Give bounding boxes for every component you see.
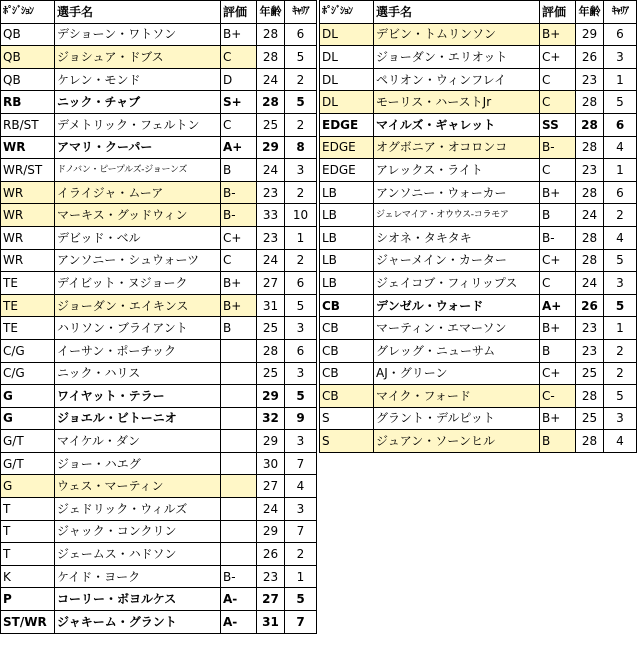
player-position: WR — [1, 136, 55, 159]
player-age: 23 — [576, 68, 604, 91]
player-position: CB — [320, 362, 374, 385]
player-position: QB — [1, 46, 55, 69]
player-career: 5 — [604, 249, 637, 272]
player-career: 6 — [285, 23, 317, 46]
player-name: ジョエル・ビトーニオ — [55, 407, 221, 430]
player-grade: SS — [540, 113, 576, 136]
player-grade: A- — [221, 588, 257, 611]
player-name: デメトリック・フェルトン — [55, 113, 221, 136]
player-name: アンソニー・ウォーカー — [374, 181, 540, 204]
player-grade: C- — [540, 385, 576, 408]
player-career: 4 — [285, 475, 317, 498]
player-row — [320, 339, 637, 362]
player-age: 26 — [576, 46, 604, 69]
player-position: EDGE — [320, 113, 374, 136]
player-row — [320, 294, 637, 317]
player-career: 3 — [285, 317, 317, 340]
player-age: 28 — [576, 181, 604, 204]
player-name: シオネ・タキタキ — [374, 226, 540, 249]
player-row — [1, 204, 317, 227]
player-row — [320, 226, 637, 249]
player-name: イーサン・ポーチック — [55, 339, 221, 362]
player-row — [1, 91, 317, 114]
player-position: S — [320, 430, 374, 453]
player-position: DL — [320, 91, 374, 114]
player-grade: B- — [540, 136, 576, 159]
player-age: 25 — [257, 113, 285, 136]
player-grade: C — [221, 113, 257, 136]
player-age: 23 — [576, 159, 604, 182]
player-row — [320, 136, 637, 159]
player-name: イライジャ・ムーア — [55, 181, 221, 204]
player-grade: C — [221, 249, 257, 272]
player-row — [1, 68, 317, 91]
player-position: EDGE — [320, 136, 374, 159]
player-grade — [221, 543, 257, 566]
player-position: ST/WR — [1, 611, 55, 634]
player-name: ジャック・コンクリン — [55, 520, 221, 543]
player-grade: B+ — [540, 181, 576, 204]
player-row — [1, 136, 317, 159]
player-age: 25 — [257, 362, 285, 385]
player-career: 2 — [604, 204, 637, 227]
player-position: WR — [1, 204, 55, 227]
player-position: RB/ST — [1, 113, 55, 136]
player-age: 28 — [257, 339, 285, 362]
player-grade — [221, 407, 257, 430]
player-position: LB — [320, 272, 374, 295]
player-age: 31 — [257, 294, 285, 317]
player-position: QB — [1, 23, 55, 46]
player-career: 9 — [285, 407, 317, 430]
player-career: 5 — [285, 46, 317, 69]
player-career: 8 — [285, 136, 317, 159]
player-age: 28 — [576, 136, 604, 159]
player-row — [1, 430, 317, 453]
player-row — [1, 611, 317, 634]
player-name: デビッド・ベル — [55, 226, 221, 249]
header-name: 選手名 — [374, 1, 540, 24]
player-grade: B — [540, 430, 576, 453]
player-grade — [221, 385, 257, 408]
player-position: T — [1, 543, 55, 566]
player-career: 3 — [285, 362, 317, 385]
player-grade: C+ — [540, 46, 576, 69]
player-age: 25 — [576, 407, 604, 430]
player-career: 1 — [285, 226, 317, 249]
player-row — [1, 249, 317, 272]
player-row — [320, 113, 637, 136]
left-roster-table — [0, 0, 317, 634]
player-row — [1, 452, 317, 475]
player-grade: C — [540, 91, 576, 114]
player-row — [1, 385, 317, 408]
player-age: 24 — [576, 272, 604, 295]
player-career: 1 — [285, 565, 317, 588]
player-grade: S+ — [221, 91, 257, 114]
player-row — [320, 159, 637, 182]
player-grade: B- — [540, 226, 576, 249]
player-row — [1, 23, 317, 46]
player-name: グラント・デルピット — [374, 407, 540, 430]
player-career: 5 — [604, 91, 637, 114]
player-career: 4 — [604, 226, 637, 249]
player-position: LB — [320, 204, 374, 227]
player-position: CB — [320, 317, 374, 340]
player-row — [1, 588, 317, 611]
player-career: 2 — [285, 543, 317, 566]
player-position: G/T — [1, 430, 55, 453]
player-position: G — [1, 475, 55, 498]
player-career: 5 — [285, 385, 317, 408]
player-name: AJ・グリーン — [374, 362, 540, 385]
player-name: ケレン・モンド — [55, 68, 221, 91]
player-grade: B- — [221, 204, 257, 227]
player-age: 23 — [576, 317, 604, 340]
player-name: ケイド・ヨーク — [55, 565, 221, 588]
player-row — [1, 475, 317, 498]
player-age: 24 — [257, 68, 285, 91]
player-name: ニック・チャブ — [55, 91, 221, 114]
player-name: ジャーメイン・カーター — [374, 249, 540, 272]
player-name: ジェイコブ・フィリップス — [374, 272, 540, 295]
player-grade: B — [221, 317, 257, 340]
player-position: WR — [1, 181, 55, 204]
player-age: 28 — [576, 385, 604, 408]
player-grade: A+ — [221, 136, 257, 159]
player-position: CB — [320, 294, 374, 317]
player-age: 23 — [576, 339, 604, 362]
header-grade: 評価 — [540, 1, 576, 24]
player-name: デビン・トムリンソン — [374, 23, 540, 46]
player-career: 7 — [285, 452, 317, 475]
player-row — [1, 272, 317, 295]
player-position: LB — [320, 249, 374, 272]
player-career: 3 — [604, 407, 637, 430]
player-row — [320, 204, 637, 227]
player-row — [1, 226, 317, 249]
player-age: 24 — [576, 204, 604, 227]
player-row — [1, 317, 317, 340]
player-grade: B+ — [221, 23, 257, 46]
player-grade — [221, 362, 257, 385]
player-grade: B+ — [540, 407, 576, 430]
player-row — [1, 181, 317, 204]
player-age: 28 — [257, 91, 285, 114]
player-career: 3 — [285, 159, 317, 182]
player-career: 6 — [604, 23, 637, 46]
player-age: 29 — [257, 385, 285, 408]
player-age: 27 — [257, 475, 285, 498]
header-career: ｷｬﾘｱ — [604, 1, 637, 24]
header-age: 年齢 — [576, 1, 604, 24]
player-career: 1 — [604, 317, 637, 340]
header-career: ｷｬﾘｱ — [285, 1, 317, 24]
player-position: G/T — [1, 452, 55, 475]
player-name: ジャキーム・グラント — [55, 611, 221, 634]
player-age: 28 — [257, 23, 285, 46]
player-career: 6 — [285, 272, 317, 295]
player-age: 28 — [257, 46, 285, 69]
player-age: 24 — [257, 249, 285, 272]
player-career: 2 — [285, 113, 317, 136]
player-age: 24 — [257, 159, 285, 182]
player-position: CB — [320, 385, 374, 408]
header-age: 年齢 — [257, 1, 285, 24]
player-row — [320, 181, 637, 204]
player-grade: A- — [221, 611, 257, 634]
player-name: デイビット・ヌジョーク — [55, 272, 221, 295]
player-grade — [221, 339, 257, 362]
player-name: ハリソン・ブライアント — [55, 317, 221, 340]
player-grade: B+ — [540, 317, 576, 340]
player-age: 23 — [257, 565, 285, 588]
player-grade — [221, 475, 257, 498]
player-name: ジョーダン・エリオット — [374, 46, 540, 69]
player-age: 26 — [576, 294, 604, 317]
player-name: マーキス・グッドウィン — [55, 204, 221, 227]
player-career: 2 — [285, 249, 317, 272]
player-grade — [221, 498, 257, 521]
player-name: ペリオン・ウィンフレイ — [374, 68, 540, 91]
player-grade: C — [221, 46, 257, 69]
player-row — [320, 23, 637, 46]
player-position: WR — [1, 226, 55, 249]
player-position: LB — [320, 181, 374, 204]
player-age: 24 — [257, 498, 285, 521]
player-name: マイルズ・ギャレット — [374, 113, 540, 136]
player-name: マイク・フォード — [374, 385, 540, 408]
player-position: T — [1, 498, 55, 521]
player-grade: C+ — [221, 226, 257, 249]
player-row — [1, 565, 317, 588]
player-career: 1 — [604, 68, 637, 91]
player-age: 25 — [576, 362, 604, 385]
player-age: 28 — [576, 249, 604, 272]
player-row — [320, 362, 637, 385]
player-name: デショーン・ワトソン — [55, 23, 221, 46]
player-name: マイケル・ダン — [55, 430, 221, 453]
player-age: 27 — [257, 272, 285, 295]
player-grade — [221, 430, 257, 453]
player-position: T — [1, 520, 55, 543]
player-age: 33 — [257, 204, 285, 227]
player-grade: B- — [221, 565, 257, 588]
player-name: グレッグ・ニューサム — [374, 339, 540, 362]
player-position: TE — [1, 294, 55, 317]
player-position: RB — [1, 91, 55, 114]
player-position: G — [1, 407, 55, 430]
player-career: 5 — [285, 294, 317, 317]
player-age: 28 — [576, 113, 604, 136]
header-position: ﾎﾟｼﾞｼｮﾝ — [1, 1, 55, 24]
player-grade: C — [540, 272, 576, 295]
player-position: LB — [320, 226, 374, 249]
player-position: CB — [320, 339, 374, 362]
player-age: 28 — [576, 91, 604, 114]
player-age: 28 — [576, 430, 604, 453]
player-name: ドノバン・ピープルズ-ジョーンズ — [55, 159, 221, 182]
player-row — [1, 407, 317, 430]
player-position: G — [1, 385, 55, 408]
player-row — [320, 407, 637, 430]
player-grade: B+ — [540, 23, 576, 46]
player-age: 29 — [257, 430, 285, 453]
player-grade: D — [221, 68, 257, 91]
player-career: 4 — [604, 136, 637, 159]
player-position: P — [1, 588, 55, 611]
player-name: デンゼル・ウォード — [374, 294, 540, 317]
player-name: アレックス・ライト — [374, 159, 540, 182]
player-position: DL — [320, 68, 374, 91]
player-grade: B — [540, 339, 576, 362]
player-row — [320, 430, 637, 453]
player-position: TE — [1, 317, 55, 340]
player-grade: A+ — [540, 294, 576, 317]
player-age: 29 — [257, 136, 285, 159]
player-grade: B+ — [221, 272, 257, 295]
header-grade: 評価 — [221, 1, 257, 24]
player-age: 32 — [257, 407, 285, 430]
player-age: 29 — [257, 520, 285, 543]
player-row — [320, 46, 637, 69]
left-header-row — [1, 1, 317, 24]
player-career: 2 — [604, 362, 637, 385]
player-position: QB — [1, 68, 55, 91]
player-career: 2 — [285, 68, 317, 91]
player-name: マーティン・エマーソン — [374, 317, 540, 340]
player-career: 5 — [285, 91, 317, 114]
player-age: 31 — [257, 611, 285, 634]
player-position: EDGE — [320, 159, 374, 182]
player-grade: B+ — [221, 294, 257, 317]
player-career: 7 — [285, 611, 317, 634]
player-position: WR/ST — [1, 159, 55, 182]
player-row — [320, 272, 637, 295]
player-name: ジェームス・ハドソン — [55, 543, 221, 566]
player-name: ニック・ハリス — [55, 362, 221, 385]
player-career: 5 — [604, 385, 637, 408]
player-name: ジェレマイア・オウウス-コラモア — [374, 204, 540, 227]
player-name: ジェドリック・ウィルズ — [55, 498, 221, 521]
player-name: コーリー・ボヨルケス — [55, 588, 221, 611]
player-career: 1 — [604, 159, 637, 182]
player-grade — [221, 452, 257, 475]
player-name: オグボニア・オコロンコ — [374, 136, 540, 159]
player-career: 5 — [604, 294, 637, 317]
player-career: 4 — [604, 430, 637, 453]
player-career: 3 — [604, 46, 637, 69]
player-grade: C — [540, 68, 576, 91]
player-grade — [221, 520, 257, 543]
player-name: ワイヤット・テラー — [55, 385, 221, 408]
player-row — [320, 249, 637, 272]
player-career: 6 — [604, 113, 637, 136]
player-name: ジュアン・ソーンヒル — [374, 430, 540, 453]
player-position: S — [320, 407, 374, 430]
player-name: ジョシュア・ドブス — [55, 46, 221, 69]
player-position: WR — [1, 249, 55, 272]
player-row — [320, 91, 637, 114]
player-row — [1, 543, 317, 566]
player-row — [1, 46, 317, 69]
player-row — [320, 68, 637, 91]
player-name: アマリ・クーパー — [55, 136, 221, 159]
player-grade: C — [540, 159, 576, 182]
player-grade: B — [221, 159, 257, 182]
player-age: 28 — [576, 226, 604, 249]
player-name: ジョー・ハエグ — [55, 452, 221, 475]
player-position: DL — [320, 23, 374, 46]
right-roster-table — [319, 0, 637, 453]
player-row — [1, 362, 317, 385]
player-row — [320, 317, 637, 340]
player-name: アンソニー・シュウォーツ — [55, 249, 221, 272]
player-age: 30 — [257, 452, 285, 475]
player-career: 3 — [285, 430, 317, 453]
player-age: 23 — [257, 181, 285, 204]
player-age: 27 — [257, 588, 285, 611]
header-name: 選手名 — [55, 1, 221, 24]
player-row — [1, 113, 317, 136]
player-age: 26 — [257, 543, 285, 566]
player-name: モーリス・ハーストJr — [374, 91, 540, 114]
player-name: ウェス・マーティン — [55, 475, 221, 498]
player-row — [320, 385, 637, 408]
player-career: 3 — [285, 498, 317, 521]
player-row — [1, 498, 317, 521]
player-row — [1, 339, 317, 362]
player-name: ジョーダン・エイキンス — [55, 294, 221, 317]
player-row — [1, 294, 317, 317]
player-career: 5 — [285, 588, 317, 611]
player-position: K — [1, 565, 55, 588]
player-career: 6 — [604, 181, 637, 204]
header-position: ﾎﾟｼﾞｼｮﾝ — [320, 1, 374, 24]
player-grade: C+ — [540, 249, 576, 272]
player-position: C/G — [1, 362, 55, 385]
player-row — [1, 159, 317, 182]
player-career: 6 — [285, 339, 317, 362]
player-position: TE — [1, 272, 55, 295]
player-grade: C+ — [540, 362, 576, 385]
player-age: 29 — [576, 23, 604, 46]
player-age: 25 — [257, 317, 285, 340]
player-age: 23 — [257, 226, 285, 249]
player-career: 7 — [285, 520, 317, 543]
player-career: 2 — [285, 181, 317, 204]
player-career: 2 — [604, 339, 637, 362]
player-career: 10 — [285, 204, 317, 227]
player-row — [1, 520, 317, 543]
player-grade: B — [540, 204, 576, 227]
right-header-row — [320, 1, 637, 24]
player-career: 3 — [604, 272, 637, 295]
player-grade: B- — [221, 181, 257, 204]
player-position: DL — [320, 46, 374, 69]
player-position: C/G — [1, 339, 55, 362]
